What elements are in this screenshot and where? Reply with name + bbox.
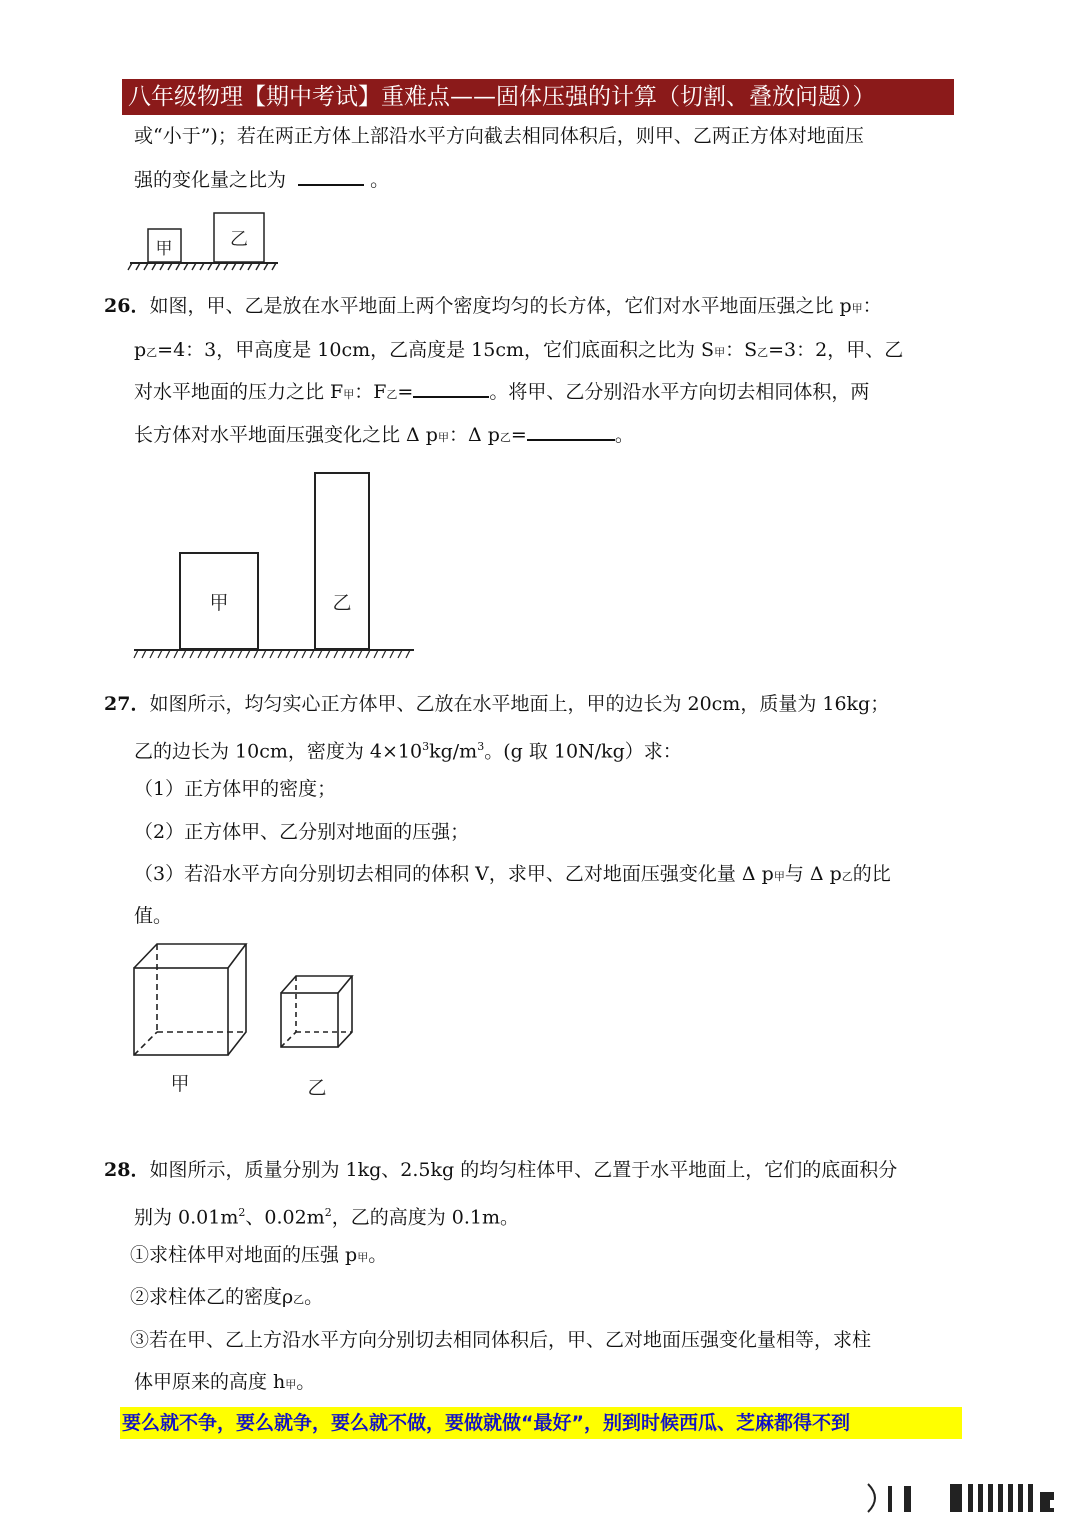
q28-text-s2a: ②求柱体乙的密度ρ: [130, 1286, 294, 1308]
q26-text-3b: ：F: [354, 381, 387, 403]
q26-text-1b: ：: [862, 295, 882, 317]
q26-text-4b: ：Δ p: [448, 424, 500, 446]
q26-text-3d: 。将甲、乙分别沿水平方向切去相同体积，两: [489, 381, 870, 403]
q27-sub: 甲: [773, 870, 785, 883]
q26-sub: 甲: [714, 346, 726, 359]
q26-text-2d: =3：2，甲、乙: [768, 339, 904, 361]
q26-sub: 甲: [851, 302, 863, 315]
q27-cube-yi: [281, 976, 352, 1047]
q27-label-jia: 甲: [170, 1073, 190, 1095]
q27-figure: [128, 938, 368, 1103]
q27-part-3: [134, 860, 891, 891]
q27-part-1: （1）正方体甲的密度；: [134, 778, 337, 800]
q25-label-jia: 甲: [155, 239, 173, 259]
q28-text-2b: 、0.02m: [245, 1206, 325, 1229]
q26-text-2a: p: [134, 339, 147, 361]
q26-text-4d: 。: [614, 424, 634, 446]
q27-number: 27．: [104, 693, 150, 715]
q26-line-1: [104, 292, 882, 323]
q26-sub: 甲: [437, 431, 449, 444]
q27-line-2: [134, 733, 682, 765]
q28-line-2: [134, 1199, 519, 1231]
q28-sub-1: [130, 1241, 387, 1272]
q26-text-4a: 长方体对水平地面压强变化之比 Δ p: [134, 424, 438, 446]
q28-text-2a: 别为 0.01m: [134, 1206, 239, 1229]
q28-number: 28．: [104, 1159, 150, 1181]
q25-line-2-text: 强的变化量之比为: [134, 169, 287, 191]
q27-part-2: （2）正方体甲、乙分别对地面的压强；: [134, 821, 470, 843]
q27-label-yi: 乙: [307, 1077, 327, 1099]
q28-text-s1a: ①求柱体甲对地面的压强 p: [130, 1244, 358, 1266]
q28-text-1: 如图所示，质量分别为 1kg、2.5kg 的均匀柱体甲、乙置于水平地面上，它们的底面积分: [149, 1159, 898, 1181]
q26-label-yi: 乙: [332, 592, 352, 614]
q28-sup: 2: [238, 1206, 246, 1219]
q26-blank-pressure: [527, 421, 615, 441]
q26-block-yi: [315, 473, 369, 649]
q26-line-2: [134, 336, 903, 367]
q27-sup: 3: [477, 740, 485, 753]
q26-figure: [130, 470, 420, 665]
q25-line-1: 或“小于”)；若在两正方体上部沿水平方向截去相同体积后，则甲、乙两正方体对地面压: [134, 125, 864, 147]
q26-text-3a: 对水平地面的压力之比 F: [134, 381, 344, 403]
q26-sub: 乙: [499, 431, 511, 444]
q28-line-1: [104, 1156, 897, 1184]
q26-text-4c: =: [510, 424, 527, 446]
q26-sub: 乙: [146, 346, 158, 359]
q25-line-2: [134, 166, 389, 194]
q26-sub: 乙: [757, 346, 769, 359]
q26-blank-force: [413, 378, 489, 398]
q26-line-4: [134, 421, 634, 452]
q26-text-2b: =4：3，甲高度是 10cm，乙高度是 15cm，它们底面积之比为 S: [157, 339, 715, 361]
q25-line-2-end: 。: [370, 169, 390, 191]
q28-sub: 甲: [285, 1378, 297, 1391]
q28-text-2c: ，乙的高度为 0.1m。: [331, 1206, 519, 1229]
q26-line-3: [134, 378, 869, 409]
q27-text-2c: 。(g 取 10N/kg）求：: [484, 740, 682, 763]
q27-text-2a: 乙的边长为 10cm，密度为 4×10: [134, 740, 423, 763]
q28-text-s3c: 。: [296, 1371, 316, 1393]
page-title-banner: 八年级物理【期中考试】重难点——固体压强的计算（切割、叠放问题））: [122, 79, 954, 115]
q25-figure: [128, 210, 283, 272]
q26-text-3c: =: [397, 381, 414, 403]
q28-text-s3b: 体甲原来的高度 h: [134, 1371, 286, 1393]
q27-text-3b: 与 Δ p: [784, 863, 842, 885]
q28-sup: 2: [324, 1206, 332, 1219]
q27-part-3-end: 值。: [134, 905, 173, 927]
q28-text-s2b: 。: [304, 1286, 324, 1308]
q28-sub-2: [130, 1283, 323, 1314]
q27-sub: 乙: [841, 870, 853, 883]
q27-line-1: [104, 690, 889, 718]
q26-text-1a: 如图，甲、乙是放在水平地面上两个密度均匀的长方体，它们对水平地面压强之比 p: [149, 295, 852, 317]
q27-cube-jia: [134, 944, 246, 1055]
q26-text-2c: ：S: [725, 339, 758, 361]
q26-number: 26．: [104, 295, 150, 317]
q28-sub: 乙: [293, 1293, 305, 1306]
q28-sub-3: ③若在甲、乙上方沿水平方向分别切去相同体积后，甲、乙对地面压强变化量相等，求柱: [130, 1329, 872, 1351]
watermark-bars-icon: [860, 1478, 1060, 1518]
q28-text-s1b: 。: [368, 1244, 388, 1266]
footer-motto: 要么就不争，要么就争，要么就不做，要做就做“最好”，别到时候西瓜、芝麻都得不到: [120, 1407, 962, 1439]
q26-label-jia: 甲: [209, 592, 229, 614]
q27-text-3c: 的比: [852, 863, 891, 885]
q27-sup: 3: [422, 740, 430, 753]
q25-label-yi: 乙: [230, 229, 248, 250]
q26-sub: 甲: [343, 388, 355, 401]
q27-text-2b: kg/m: [429, 740, 478, 763]
q28-sub: 甲: [357, 1251, 369, 1264]
q26-sub: 乙: [386, 388, 398, 401]
q25-answer-blank: [298, 166, 364, 186]
q28-sub-3-end: [134, 1368, 315, 1399]
q27-text-1: 如图所示，均匀实心正方体甲、乙放在水平地面上，甲的边长为 20cm，质量为 16kg；: [149, 693, 890, 715]
q27-text-3a: （3）若沿水平方向分别切去相同的体积 V，求甲、乙对地面压强变化量 Δ p: [134, 863, 774, 885]
